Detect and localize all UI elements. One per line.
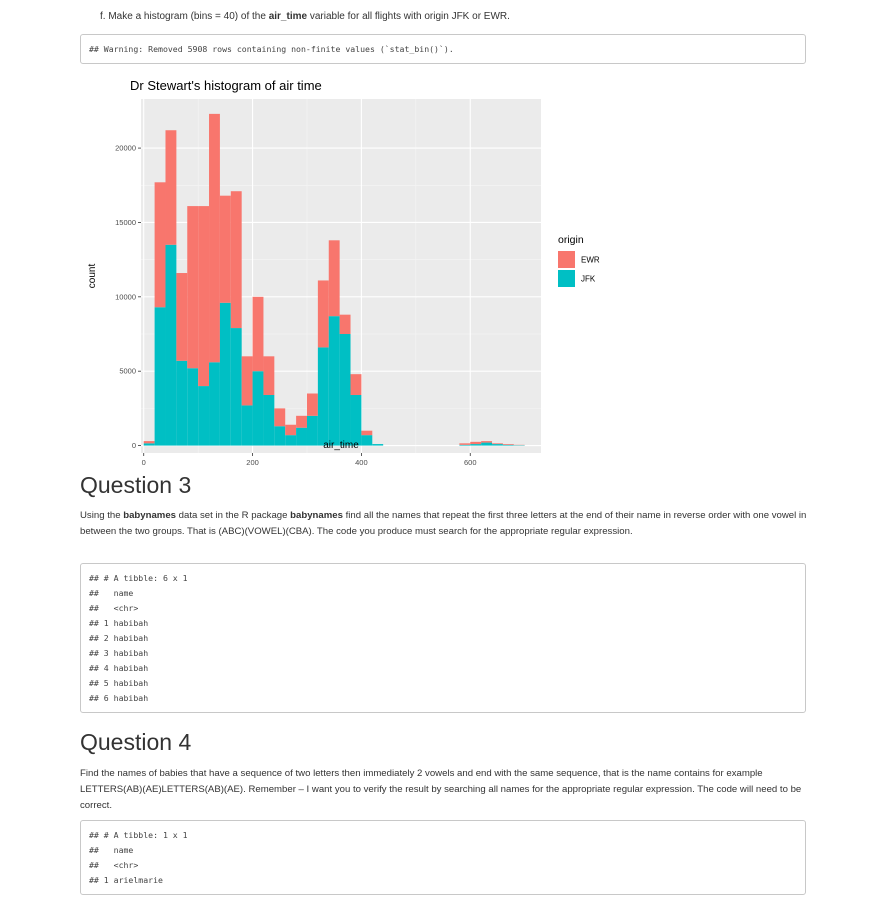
y-tick-label: 15000 — [115, 217, 136, 227]
bar-jfk — [165, 245, 176, 446]
x-tick-label: 600 — [463, 458, 477, 467]
legend-key-jfk — [558, 270, 575, 287]
bar-jfk — [351, 395, 362, 446]
bar-jfk — [285, 435, 296, 445]
bar-ewr — [263, 356, 274, 395]
bar-ewr — [296, 416, 307, 428]
x-tick-label: 400 — [355, 458, 368, 467]
bar-ewr — [144, 441, 155, 443]
q3-bold-term: babynames — [290, 510, 343, 521]
bar-ewr — [242, 356, 253, 405]
q3-text-segment: data set in the R package — [176, 510, 291, 521]
y-axis-label: count — [87, 263, 98, 289]
y-tick-label: 20000 — [115, 143, 136, 153]
bar-ewr — [340, 315, 351, 334]
legend-key-ewr — [558, 251, 575, 268]
bar-jfk — [503, 445, 514, 446]
bar-ewr — [492, 443, 503, 444]
x-tick-label: 200 — [246, 458, 259, 467]
y-axis — [115, 144, 141, 450]
bar-jfk — [361, 435, 372, 445]
legend-title: origin — [558, 234, 584, 246]
q3-text-segment: find all the names that repeat the first three letters at the end of their name in reverse order with one vowel in between the two groups. That is (ABC)(VOWEL)(CBA). The code you produce must search for the appropriate regular expression. — [80, 510, 807, 537]
question-4-output: ## # A tibble: 1 x 1 ## name ## <chr> ## 1 arielmarie — [80, 820, 806, 895]
bar-jfk — [263, 395, 274, 446]
bar-ewr — [155, 182, 166, 307]
question-3-text — [80, 508, 810, 540]
bar-jfk — [209, 362, 220, 445]
task-text-post: variable for all flights with origin JFK or EWR. — [307, 11, 510, 22]
question-3-heading: Question 3 — [80, 472, 192, 498]
x-axis-label: air_time — [323, 440, 359, 451]
bar-jfk — [155, 307, 166, 445]
bar-ewr — [329, 240, 340, 316]
bar-jfk — [307, 416, 318, 446]
bar-ewr — [470, 442, 481, 444]
task-instruction — [100, 11, 510, 22]
question-3-output: ## # A tibble: 6 x 1 ## name ## <chr> ## 1 habibah ## 2 habibah ## 3 habibah ## 4 habibah ## 5 habibah ## 6 habibah — [80, 563, 806, 713]
bar-jfk — [372, 444, 383, 445]
bar-jfk — [231, 328, 242, 446]
task-text-pre: f. Make a histogram (bins = 40) of the — [100, 11, 269, 22]
bar-jfk — [144, 443, 155, 445]
bar-ewr — [176, 273, 187, 361]
bar-jfk — [459, 445, 470, 446]
bar-ewr — [209, 114, 220, 362]
q3-bold-term: babynames — [123, 510, 176, 521]
legend-label-jfk: JFK — [581, 274, 596, 284]
bar-jfk — [187, 368, 198, 445]
question-4-text: Find the names of babies that have a sequence of two letters then immediately 2 vowels and end with the same sequence, that is the name contains for example LETTERS(AB)(AE)LETTERS(AB)(AE). Remember – I want you to verify the result by searching all names for the appropriate regular expression. The code will need to be correct. — [80, 768, 802, 811]
q3-text-segment: Using the — [80, 510, 124, 521]
bar-ewr — [165, 130, 176, 245]
bar-ewr — [318, 280, 329, 347]
bar-jfk — [253, 371, 264, 445]
bar-jfk — [470, 444, 481, 445]
histogram-chart — [0, 70, 880, 470]
bar-jfk — [198, 386, 209, 445]
bar-ewr — [503, 444, 514, 445]
question-4-heading: Question 4 — [80, 729, 192, 755]
bar-ewr — [231, 191, 242, 328]
bar-ewr — [198, 206, 209, 386]
y-tick-label: 10000 — [115, 292, 136, 302]
task-variable: air_time — [268, 11, 308, 22]
legend-label-ewr: EWR — [581, 255, 600, 265]
bar-ewr — [307, 394, 318, 416]
bar-ewr — [481, 441, 492, 442]
bar-jfk — [481, 443, 492, 446]
bar-ewr — [253, 297, 264, 371]
warning-output: ## Warning: Removed 5908 rows containing non-finite values (`stat_bin()`). — [80, 34, 806, 64]
x-axis — [142, 453, 477, 467]
bar-ewr — [361, 431, 372, 435]
bar-jfk — [329, 316, 340, 445]
bar-ewr — [351, 374, 362, 395]
y-tick-label: 0 — [131, 441, 136, 451]
bar-jfk — [242, 405, 253, 445]
bar-jfk — [492, 444, 503, 445]
x-tick-label: 0 — [141, 458, 146, 467]
legend — [558, 234, 600, 287]
bar-ewr — [285, 425, 296, 435]
bar-jfk — [176, 361, 187, 446]
bar-jfk — [220, 303, 231, 446]
bar-jfk — [296, 428, 307, 446]
y-tick-label: 5000 — [119, 366, 136, 376]
bar-jfk — [340, 334, 351, 446]
bar-ewr — [459, 443, 470, 444]
bar-jfk — [318, 347, 329, 445]
chart-title: Dr Stewart's histogram of air time — [130, 78, 322, 93]
bar-ewr — [187, 206, 198, 368]
bar-ewr — [220, 196, 231, 303]
bar-ewr — [274, 408, 285, 426]
bar-jfk — [274, 426, 285, 445]
